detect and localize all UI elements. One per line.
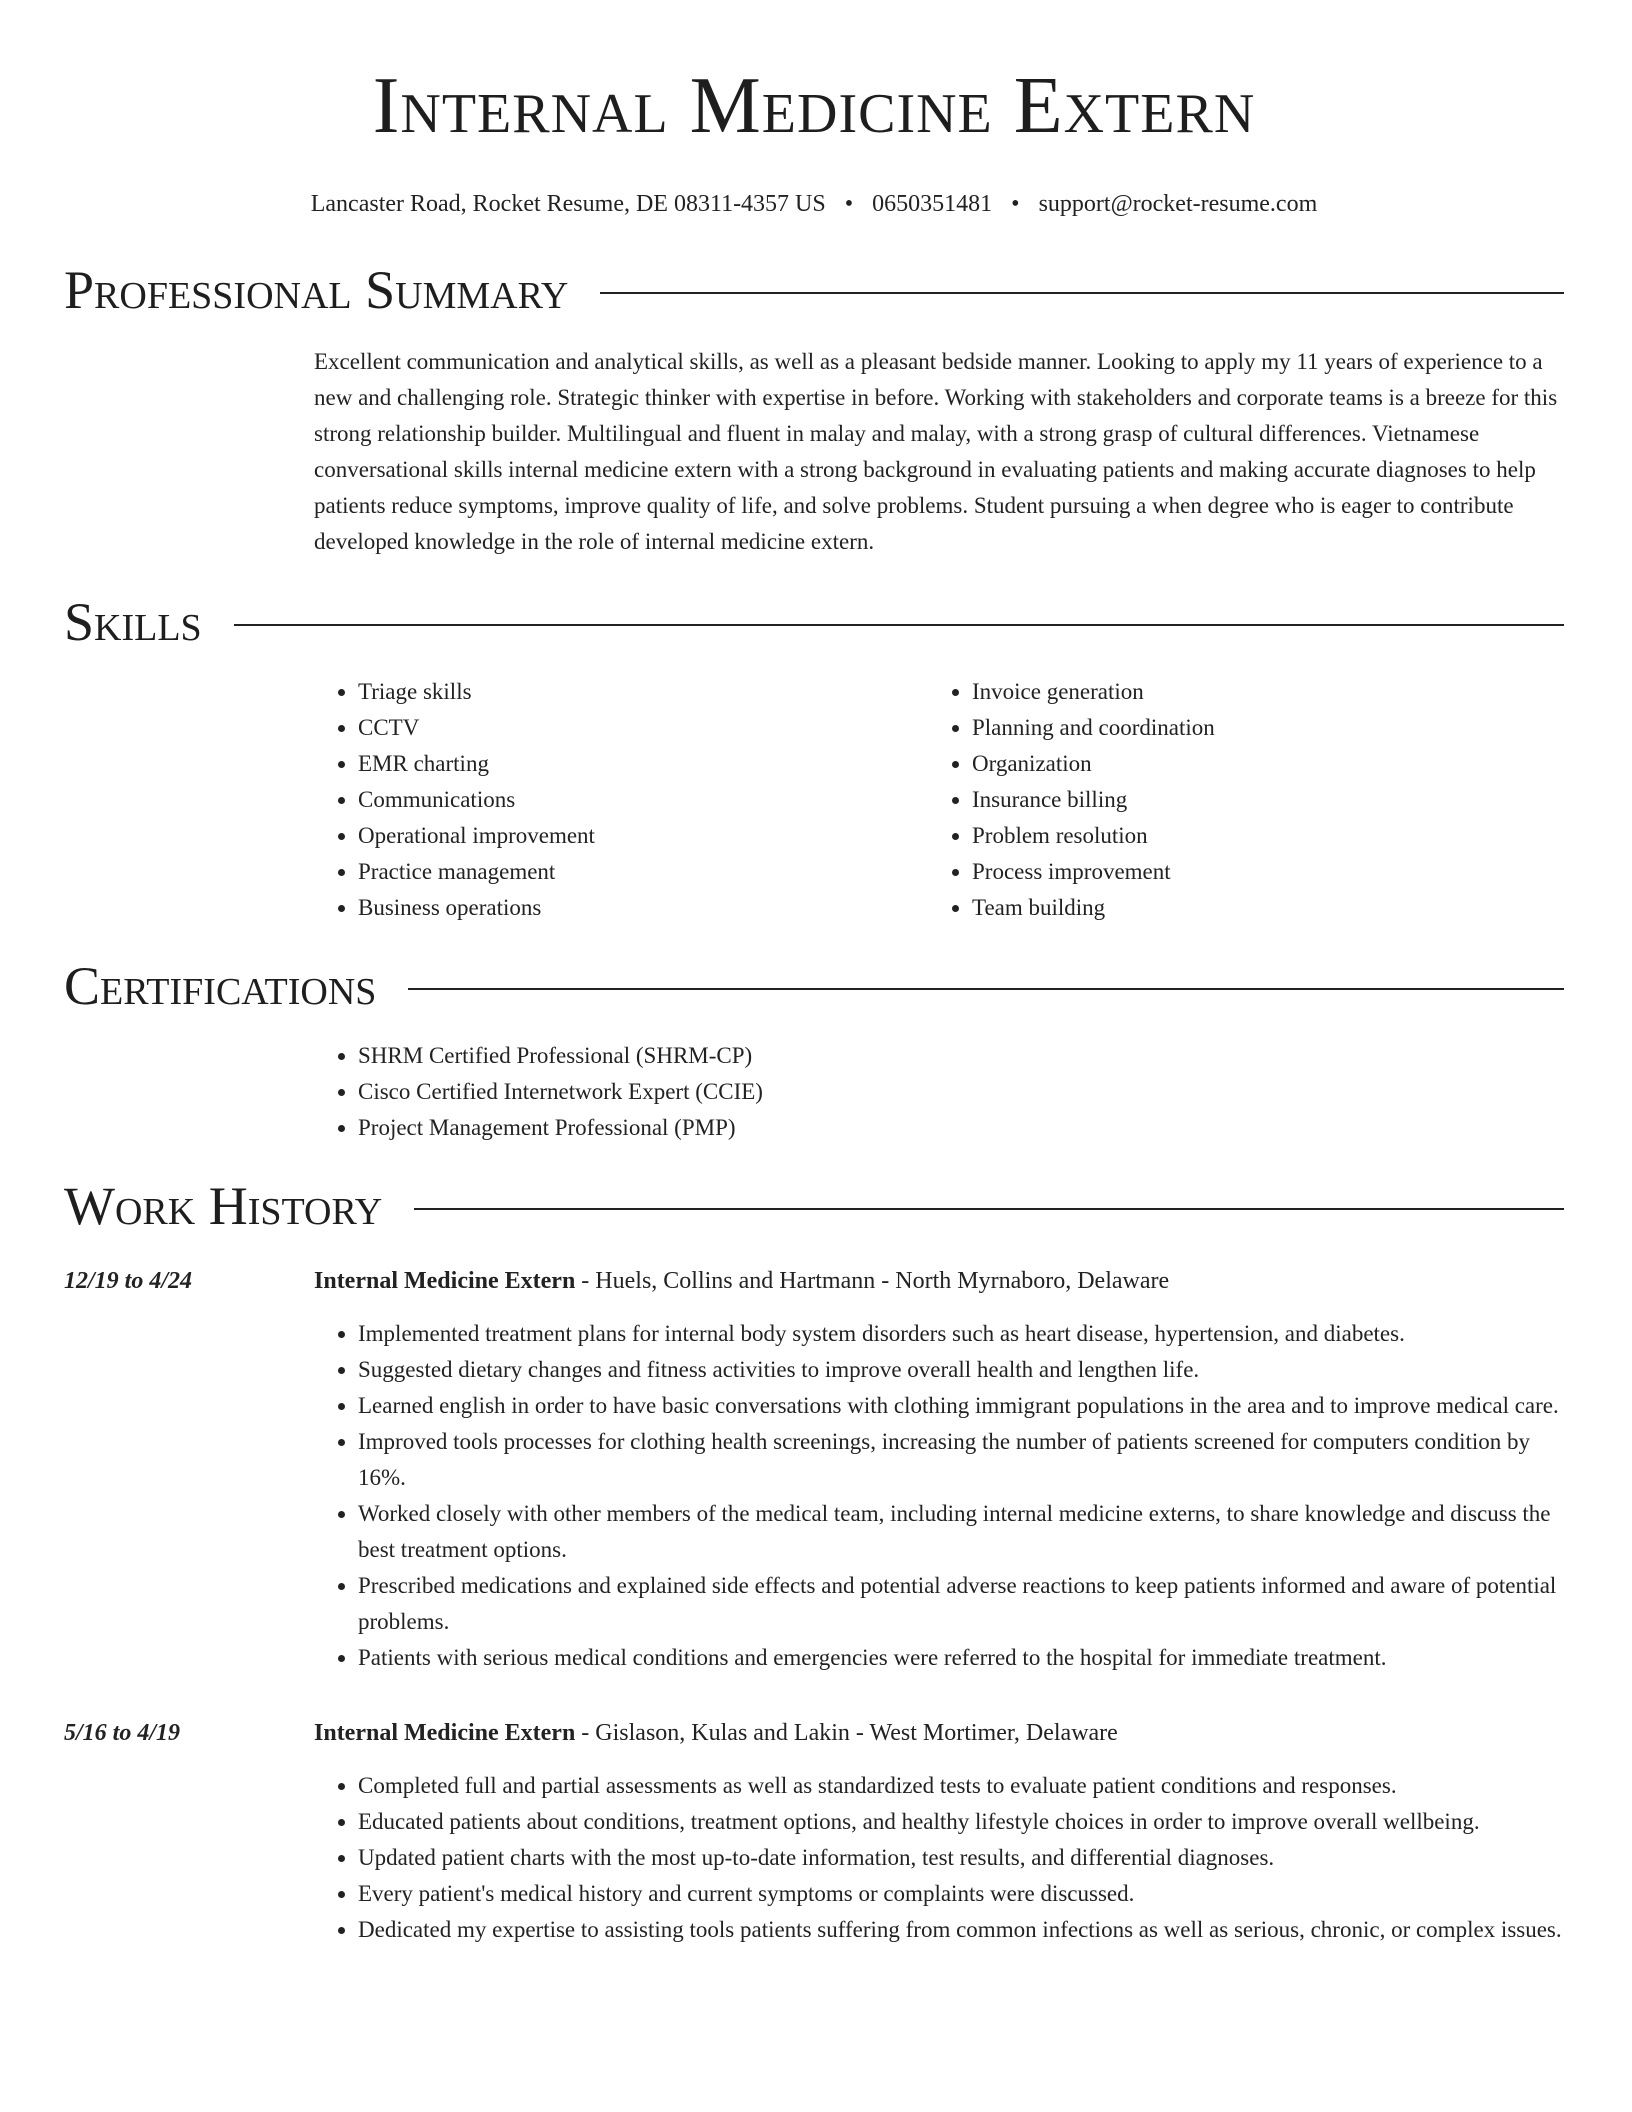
work-heading: Work History (64, 1176, 383, 1236)
skills-list-left (314, 674, 928, 926)
job-title-line (314, 1264, 1564, 1298)
skill-item: • Process improvement (972, 854, 1215, 890)
job-bullets (314, 1768, 1564, 1948)
skill-item: • Problem resolution (972, 818, 1215, 854)
work-section-header (64, 1174, 1564, 1238)
section-divider (408, 988, 1564, 990)
job-entry (64, 1264, 1564, 1676)
skill-item: • Planning and coordination (972, 710, 1215, 746)
job-bullet: • Implemented treatment plans for internal body system disorders such as heart disease, hypertension, and diabetes. (358, 1316, 1564, 1352)
section-divider (234, 624, 1564, 626)
contact-separator: • (1011, 191, 1020, 217)
summary-text: Excellent communication and analytical skills, as well as a pleasant bedside manner. Looking to apply my 11 years of experience to a new and challenging role. Strategic thinker with expertise in before. Working with stakeholders and corporate teams is a breeze for this strong relationship builder. Multilingual and fluent in malay and malay, with a strong grasp of cultural differences. Vietnamese conversational skills internal medicine extern with a strong background in evaluating patients and making accurate diagnoses to help patients reduce symptoms, improve quality of life, and solve problems. Student pursuing a when degree who is eager to contribute developed knowledge in the role of internal medicine extern. (314, 349, 1558, 554)
job-dates: 5/16 to 4/19 (64, 1720, 181, 1746)
summary-heading: Professional Summary (64, 260, 569, 320)
contact-email[interactable]: support@rocket-resume.com (1038, 191, 1318, 217)
certifications-heading: Certifications (64, 956, 377, 1016)
certifications-list (314, 1038, 1564, 1146)
job-bullet: • Learned english in order to have basic conversations with clothing immigrant populations in the area and to improve medical care. (358, 1388, 1564, 1424)
skill-item: • Invoice generation (972, 674, 1215, 710)
job-bullets (314, 1316, 1564, 1676)
contact-phone: 0650351481 (872, 191, 993, 217)
job-body (314, 1716, 1564, 1948)
summary-section-header (64, 258, 1564, 322)
skill-item: • Team building (972, 890, 1215, 926)
certification-item: • Project Management Professional (PMP) (358, 1110, 1564, 1146)
job-entry (64, 1716, 1564, 1948)
skill-item: • Triage skills (358, 674, 928, 710)
job-employer-location: - Gislason, Kulas and Lakin - West Mortimer, Delaware (575, 1720, 1118, 1746)
section-divider (600, 292, 1564, 294)
job-role: Internal Medicine Extern (314, 1720, 576, 1746)
job-bullet: • Worked closely with other members of the medical team, including internal medicine externs, to share knowledge and discuss the best treatment options. (358, 1496, 1564, 1568)
contact-line (64, 188, 1564, 220)
job-role: Internal Medicine Extern (314, 1268, 576, 1294)
candidate-name: Internal Medicine Extern (372, 62, 1256, 150)
skill-item: • CCTV (358, 710, 928, 746)
skill-item: • Communications (358, 782, 928, 818)
contact-address: Lancaster Road, Rocket Resume, DE 08311-4357 US (310, 191, 826, 217)
job-bullet: • Completed full and partial assessments as well as standardized tests to evaluate patient conditions and responses. (358, 1768, 1564, 1804)
job-body (314, 1264, 1564, 1676)
contact-separator: • (844, 191, 854, 217)
skills-section-header (64, 590, 1564, 654)
skill-item: • Operational improvement (358, 818, 928, 854)
skill-item: • Business operations (358, 890, 928, 926)
job-bullet: • Educated patients about conditions, treatment options, and healthy lifestyle choices in order to improve overall wellbeing. (358, 1804, 1564, 1840)
job-bullet: • Improved tools processes for clothing health screenings, increasing the number of patients screened for computers condition by 16%. (358, 1424, 1564, 1496)
job-bullet: • Suggested dietary changes and fitness activities to improve overall health and lengthen life. (358, 1352, 1564, 1388)
skill-item: • EMR charting (358, 746, 928, 782)
job-bullet: • Prescribed medications and explained side effects and potential adverse reactions to keep patients informed and aware of potential problems. (358, 1568, 1564, 1640)
skills-grid (314, 674, 1564, 926)
job-bullet: • Updated patient charts with the most up-to-date information, test results, and differential diagnoses. (358, 1840, 1564, 1876)
skill-item: • Insurance billing (972, 782, 1215, 818)
job-employer-location: - Huels, Collins and Hartmann - North Myrnaboro, Delaware (575, 1268, 1170, 1294)
job-title-line (314, 1716, 1564, 1750)
skills-heading: Skills (64, 592, 202, 652)
certifications-section-header (64, 954, 1564, 1018)
job-bullet: • Every patient's medical history and current symptoms or complaints were discussed. (358, 1876, 1564, 1912)
certification-item: • SHRM Certified Professional (SHRM-CP) (358, 1038, 1564, 1074)
skill-item: • Organization (972, 746, 1215, 782)
job-dates: 12/19 to 4/24 (64, 1268, 193, 1294)
job-bullet: • Dedicated my expertise to assisting tools patients suffering from common infections as well as serious, chronic, or complex issues. (358, 1912, 1564, 1948)
certification-item: • Cisco Certified Internetwork Expert (CCIE) (358, 1074, 1564, 1110)
job-bullet: • Patients with serious medical conditions and emergencies were referred to the hospital for immediate treatment. (358, 1640, 1564, 1676)
skill-item: • Practice management (358, 854, 928, 890)
skills-list-right (928, 674, 1215, 926)
section-divider (414, 1208, 1564, 1210)
